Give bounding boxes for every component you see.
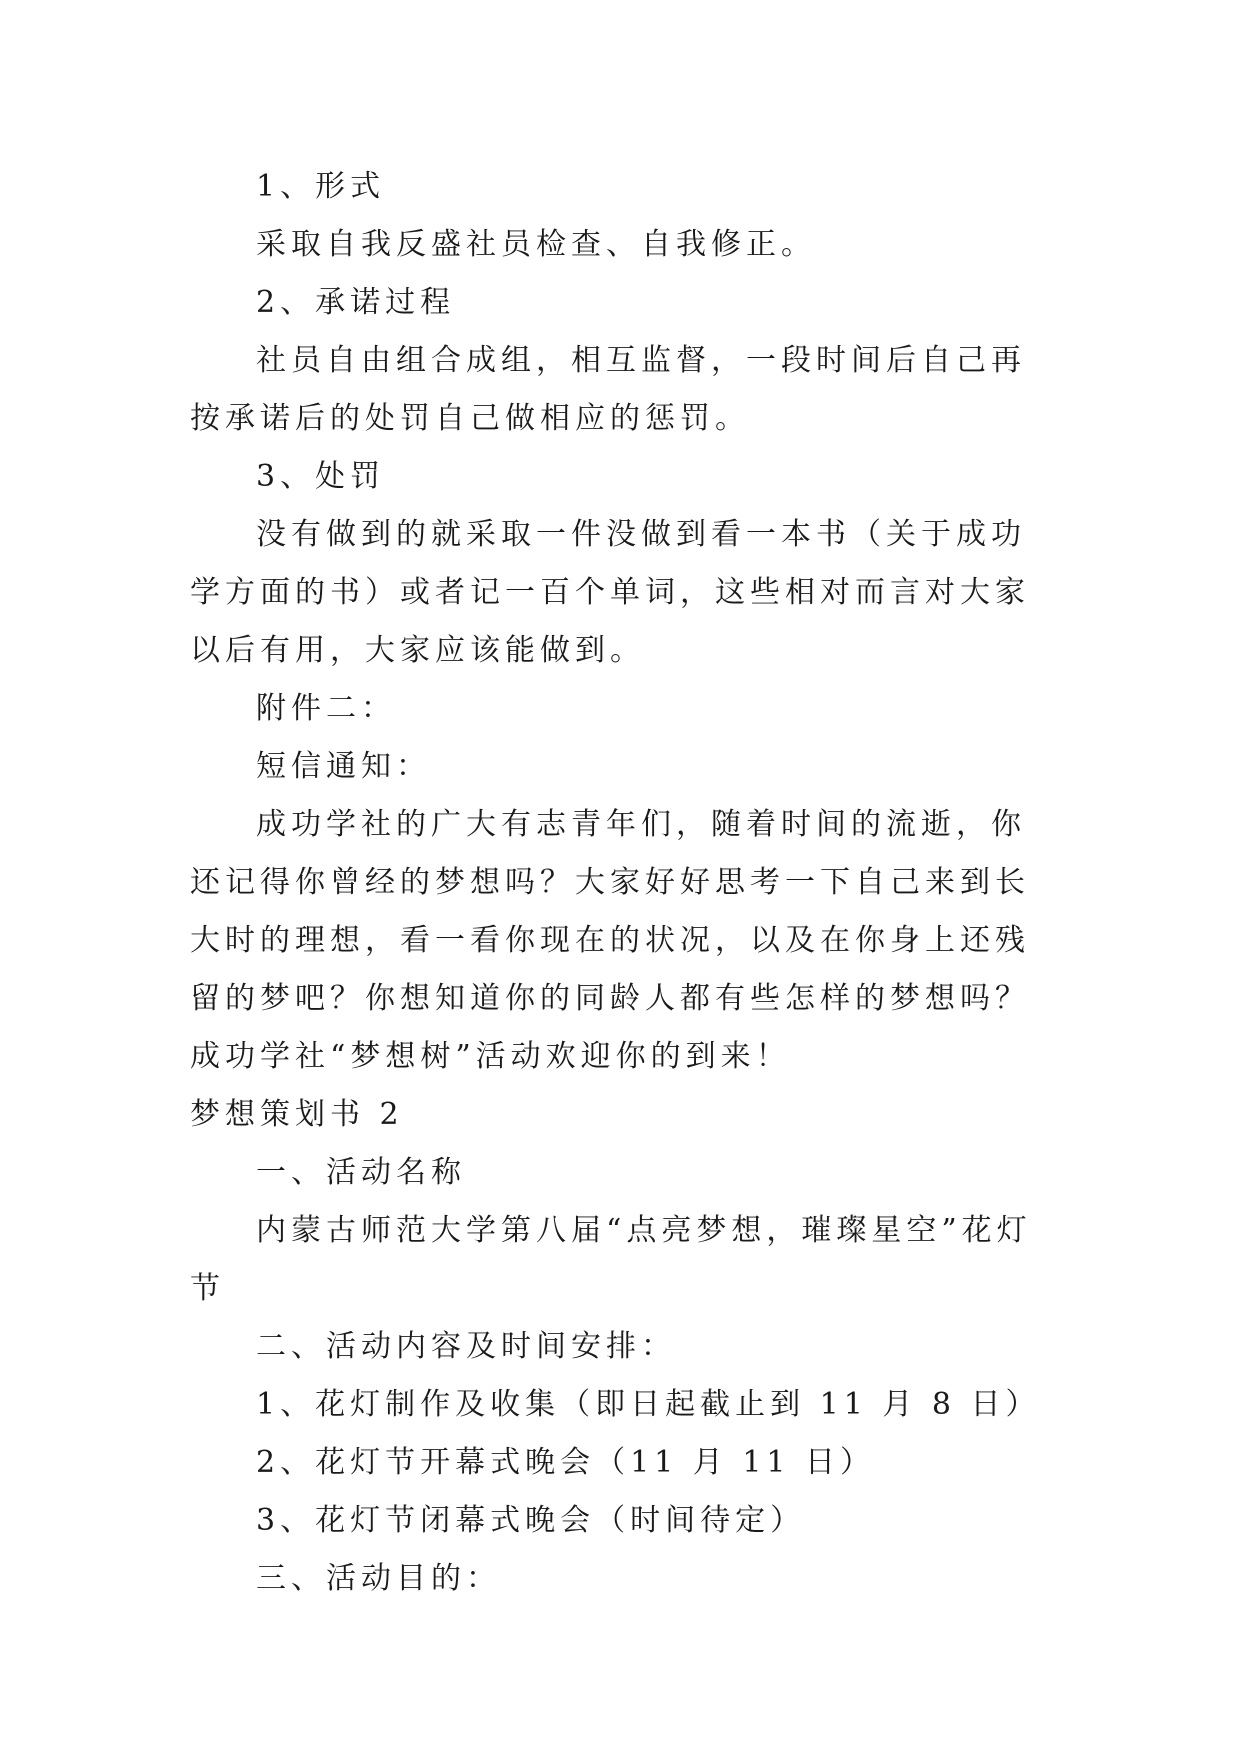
paragraph-activity-name: 内蒙古师范大学第八届“点亮梦想，璀璨星空”花灯节: [190, 1213, 1032, 1306]
heading-activity-name: 一、活动名称: [256, 1155, 466, 1190]
paragraph-sms-body: 成功学社的广大有志青年们，随着时间的流逝，你还记得你曾经的梦想吗？大家好好思考一下自己来到长大时的理想，看一看你现在的状况，以及在你身上还残留的梦吧？你想知道你的同龄人都有些怎样的梦想吗？成功学社“梦想树”活动欢迎你的到来！: [190, 807, 1030, 1074]
attachment-heading: 附件二：: [256, 691, 396, 726]
item-heading-promise: 2、承诺过程: [256, 285, 456, 320]
heading-activity-schedule: 二、活动内容及时间安排：: [256, 1329, 676, 1364]
sms-heading: 短信通知：: [256, 749, 431, 784]
heading-activity-purpose: 三、活动目的：: [256, 1561, 501, 1596]
schedule-item-3: 3、花灯节闭幕式晚会（时间待定）: [256, 1503, 806, 1538]
paragraph-promise-desc: 社员自由组合成组，相互监督，一段时间后自己再按承诺后的处罚自己做相应的惩罚。: [190, 343, 1026, 436]
item-heading-form: 1、形式: [256, 169, 386, 204]
section-title: 梦想策划书 2: [190, 1097, 404, 1132]
schedule-item-2: 2、花灯节开幕式晚会（11 月 11 日）: [256, 1445, 876, 1480]
paragraph-penalty-desc: 没有做到的就采取一件没做到看一本书（关于成功学方面的书）或者记一百个单词，这些相对而言对大家以后有用，大家应该能做到。: [190, 517, 1030, 668]
paragraph-form-desc: 采取自我反盛社员检查、自我修正。: [256, 227, 816, 262]
schedule-item-1: 1、花灯制作及收集（即日起截止到 11 月 8 日）: [256, 1387, 1041, 1422]
document-body: [190, 158, 1060, 1608]
item-heading-penalty: 3、处罚: [256, 459, 386, 494]
